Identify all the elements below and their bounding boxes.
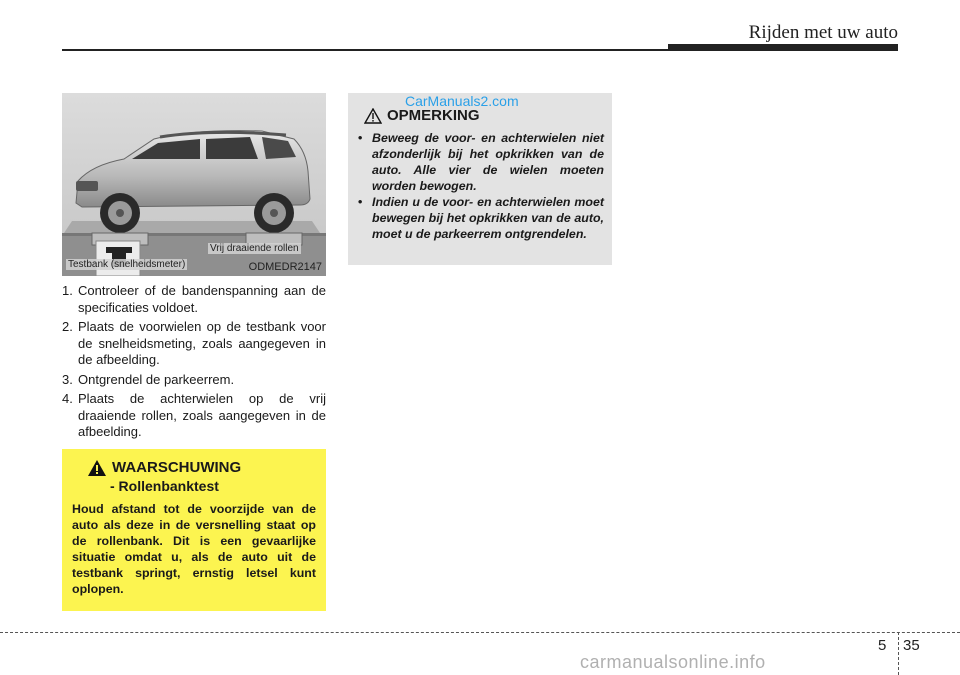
caution-triangle-icon: [364, 108, 382, 124]
warning-header: [88, 459, 316, 476]
figure-code: ODMEDR2147: [248, 261, 322, 273]
note-header: [364, 107, 604, 124]
footer-rule: [0, 632, 960, 633]
page-header-title: Rijden met uw auto: [748, 22, 898, 43]
step-item: 3. Ontgrendel de parkeerrem.: [62, 371, 235, 387]
note-box: [348, 93, 612, 265]
warning-subtitle: - Rollenbanktest: [110, 478, 219, 494]
header-rule-accent: [668, 44, 898, 51]
step-item: 1. Controleer of de bandenspanning aan de specificaties voldoet.: [62, 283, 326, 315]
car-dynamometer-figure: [62, 93, 326, 276]
note-item: • Indien u de voor- en achterwielen moet bewegen bij het opkrikken van de auto, moet u de parkeerrem ontgrendelen.: [358, 195, 604, 241]
note-list: [358, 130, 604, 242]
note-title: OPMERKING: [387, 107, 480, 124]
footer-watermark: carmanualsonline.info: [580, 652, 766, 672]
page-number-separator: [898, 632, 899, 675]
warning-triangle-icon: [88, 460, 106, 476]
label-free-rollers: Vrij draaiende rollen: [210, 243, 299, 254]
procedure-steps: [62, 283, 326, 444]
note-item: • Beweeg de voor- en achterwielen niet afzonderlijk bij het opkrikken van de auto. Alle vier de wielen moeten worden bewogen.: [358, 131, 604, 193]
chapter-number: 5: [878, 637, 887, 654]
warning-box: [62, 449, 326, 611]
header-rule: [62, 49, 672, 51]
page-number: 35: [903, 637, 920, 654]
step-item: 2. Plaats de voorwielen op de testbank voor de snelheidsmeting, zoals aangegeven in de afbeelding.: [62, 319, 326, 367]
label-testbank: Testbank (snelheidsmeter): [68, 259, 186, 270]
warning-text: Houd afstand tot de voorzijde van de auto als deze in de versnelling staat op de rollenbank. Dit is een gevaarlijke situatie omdat u, als de auto uit de testbank springt, ernstig letsel kunt oplopen.: [72, 502, 316, 596]
step-item: 4. Plaats de achterwielen op de vrij draaiende rollen, zoals aangegeven in de afbeelding.: [62, 391, 326, 439]
note-watermark: CarManuals2.com: [405, 93, 519, 109]
warning-title: WAARSCHUWING: [112, 459, 242, 476]
